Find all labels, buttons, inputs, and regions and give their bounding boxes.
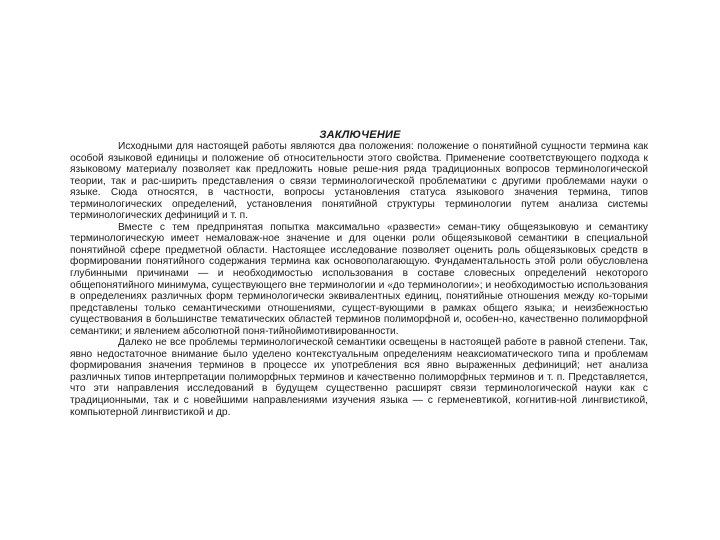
document-body [70, 141, 648, 418]
paragraph-2: Вместе с тем предпринятая попытка максимально «развести» семан-тику общеязыковую и семантику терминологическую имеет немаловаж-ное значение и для оценки роли общеязыковой семантики в специальной понятийной сфере предметной области. Настоящее исследование позволяет оценить роль общеязыковых средств в формировании понятийного содержания термина как основополагающую. Фундаментальность этой роли обусловлена глубинными причинами — и необходимостью использования в составе словесных определений некоторого общепонятийного минимума, существующего вне терминологии и «до терминологии»; и необходимостью использования в определениях различных форм терминологически эквивалентных единиц, понятийные отношения между ко-торыми представлены только семантическими отношениями, сущест-вующими в рамках общего языка; и неизбежностью существования в большинстве тематических областей терминов полиморфной и, особен-но, качественно полиморфной семантики; и явлением абсолютной поня-тийнойимотивированности. [70, 221, 648, 337]
page-title: ЗАКЛЮЧЕНИЕ [319, 129, 401, 141]
paragraph-1: Исходными для настоящей работы являются два положения: положение о понятийной сущности термина как особой языковой единицы и положение об относительности этого свойства. Применение соответствующего подхода к языковому материалу позволяет как предложить новые реше-ния ряда традиционных вопросов терминологической теории, так и рас-ширить представления о связи терминологической проблематики с другими проблемами науки о языке. Сюда относятся, в частности, вопросы установления статуса языкового значения термина, типов терминологических определений, установления понятийной структуры терминологии путем анализа системы терминологических дефиниций и т. п. [70, 141, 648, 222]
paragraph-3: Далеко не все проблемы терминологической семантики освещены в настоящей работе в равной степени. Так, явно недостаточное внимание было уделено контекстуальным определениям неаксиоматического типа и проблемам формирования значения терминов в процессе их употребления вся явно выраженных дефиниций; нет анализа различных типов интерпретации полиморфных терминов и качественно полиморфных терминов и т. п. Представляется, что эти направления исследований в будущем существенно расширят связи терминологической науки как с традиционными, так и с новейшими направлениями изучения языка — с герменевтикой, когнитив-ной лингвистикой, компьютерной лингвистикой и др. [70, 337, 648, 418]
